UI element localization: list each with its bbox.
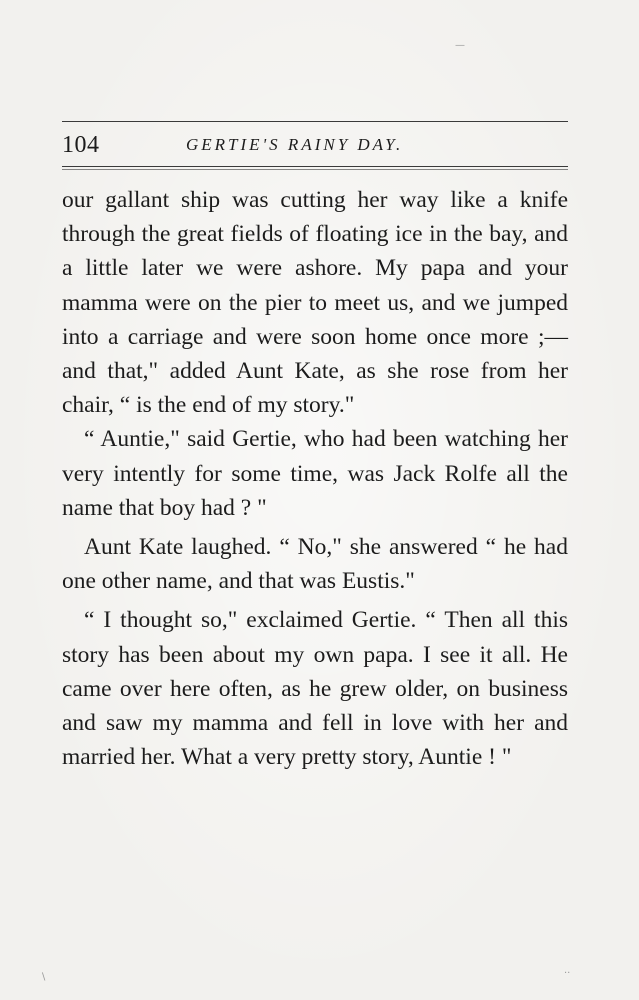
- paragraph-1: our gallant ship was cutting her way like a knife through the great fields of floating ice in the bay, and a little later we were ashore. My papa and your mamma were on the pier to meet us, and we jumped into a carriage and were soon home once more ;—and that," added Aunt Kate, as she rose from her chair, “ is the end of my story.": [62, 187, 568, 419]
- page-number: 104: [62, 132, 100, 158]
- page-header: [62, 128, 568, 160]
- paragraph-4: “ I thought so," exclaimed Gertie. “ Then all this story has been about my own papa. I see it all. He came over here often, as he grew older, on business and saw my mamma and fell in love with her and married her. What a very pretty story, Auntie ! ": [62, 607, 568, 771]
- header-bottom-rule-double: [62, 169, 568, 170]
- running-head: GERTIE'S RAINY DAY.: [186, 135, 404, 154]
- paper-speck: —: [455, 40, 465, 51]
- header-top-rule: [62, 121, 568, 122]
- body-text: [62, 183, 568, 774]
- paper-speck: ··: [564, 968, 571, 979]
- header-bottom-rule: [62, 166, 568, 167]
- paragraph-2: “ Auntie," said Gertie, who had been watching her very intently for some time, was Jack Rolfe all the name that boy had ? ": [62, 426, 568, 521]
- paper-speck: ∖: [40, 972, 47, 983]
- paragraph-3: Aunt Kate laughed. “ No," she answered “ he had one other name, and that was Eustis.": [62, 534, 568, 595]
